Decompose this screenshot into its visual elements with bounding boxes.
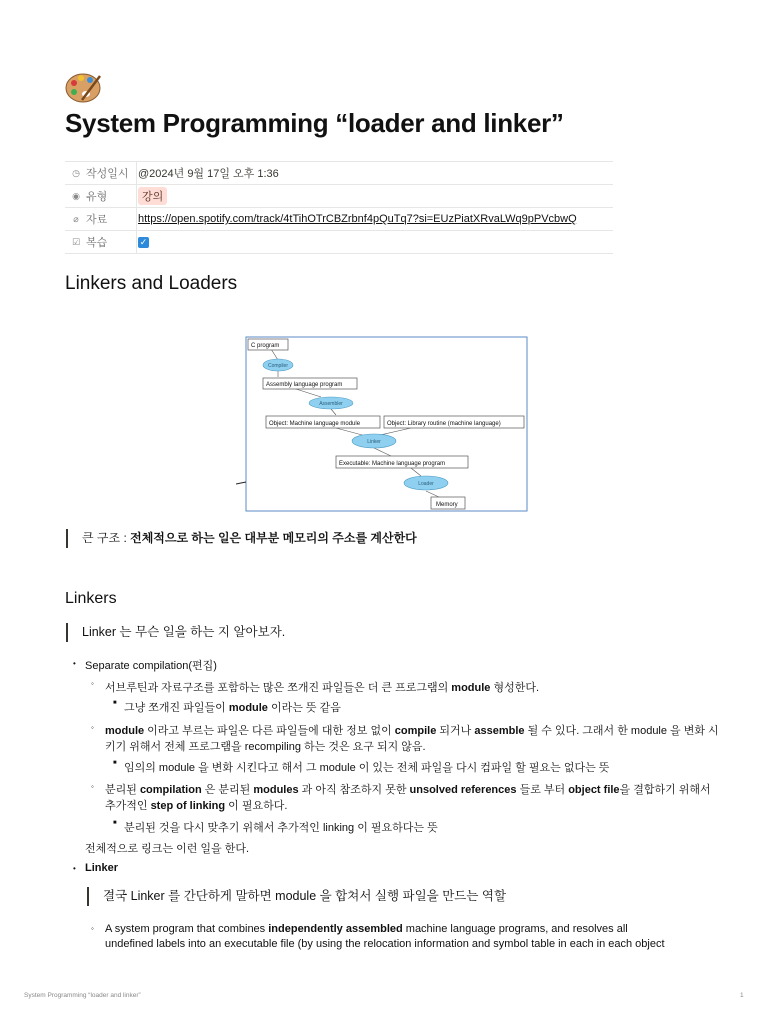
list-item <box>105 679 539 695</box>
text-bold: module <box>105 725 145 737</box>
diagram-node: Memory <box>436 502 458 508</box>
diagram-node: Loader <box>418 481 434 487</box>
property-created <box>65 162 613 185</box>
page-number: 1 <box>740 992 744 999</box>
quote-linker-question: Linker 는 무슨 일을 하는 지 알아보자. <box>66 623 285 642</box>
text: 형성한다. <box>490 682 540 694</box>
list-item <box>105 923 628 935</box>
text-bold: step of linking <box>150 800 226 812</box>
list-item: Separate compilation(편집) <box>85 660 217 672</box>
list-item <box>105 722 719 738</box>
diagram-node: Executable: Machine language program <box>339 461 446 467</box>
text-bold: compilation <box>139 784 202 796</box>
properties-table <box>65 161 613 254</box>
diagram-node: Object: Machine language module <box>269 421 361 427</box>
diagram-node: Compiler <box>267 363 289 369</box>
text: 과 아직 참조하지 못한 <box>298 784 410 796</box>
checkbox-icon: ☑ <box>71 236 81 247</box>
list-item <box>124 699 341 715</box>
text: 추가적인 <box>105 800 151 812</box>
text: 이 필요하다. <box>225 800 288 812</box>
text: 을 결합하기 위해서 <box>619 784 711 796</box>
property-type <box>65 185 613 208</box>
property-material <box>65 208 613 231</box>
bullet-circle: ◦ <box>91 782 94 791</box>
text: 이라는 뜻 같음 <box>267 702 341 714</box>
section-heading-linkers: Linkers <box>65 590 117 607</box>
text-bold: unsolved references <box>409 784 517 796</box>
summary-text: 전체적으로 링크는 이런 일을 한다. <box>85 843 250 855</box>
text: 서브루틴과 자료구조를 포함하는 많은 쪼개진 파일들은 더 큰 프로그램의 <box>105 682 452 694</box>
diagram-node: Assembler <box>319 401 343 407</box>
text: machine language programs, and resolves all <box>402 923 628 935</box>
list-item-continuation: undefined labels into an executable file (by using the relocation information and symbol table in each in each object <box>105 938 665 950</box>
list-item: 분리된 것을 다시 맞추기 위해서 추가적인 linking 이 필요하다는 뜻 <box>124 822 438 834</box>
text-bold: module <box>228 702 268 714</box>
review-checkbox[interactable]: ✓ <box>139 236 148 247</box>
list-item-continuation: 키기 위해서 전체 프로그램을 recompiling 하는 것은 요구 되지 않음. <box>105 741 426 753</box>
quote-label: 큰 구조 : <box>82 531 131 545</box>
list-item: 임의의 module 을 변화 시킨다고 해서 그 module 이 있는 전체 파일을 다시 컴파일 할 필요는 없다는 뜻 <box>124 762 610 774</box>
type-tag[interactable]: 강의 <box>138 187 167 205</box>
text: 이라고 부르는 파일은 다른 파일들에 대한 정보 없이 <box>144 725 395 737</box>
property-key: 자료 <box>86 214 108 226</box>
footer-title: System Programming “loader and linker” <box>24 992 141 999</box>
property-key: 유형 <box>86 191 108 203</box>
quote-linker-summary: 결국 Linker 를 간단하게 말하면 module 을 합쳐서 실행 파일을 만드는 역할 <box>87 887 506 906</box>
bullet-circle: ◦ <box>91 723 94 732</box>
list-item: Linker <box>85 862 119 874</box>
diagram-node: Assembly language program <box>266 382 343 388</box>
diagram-node: Linker <box>367 439 381 445</box>
text: 은 분리된 <box>201 784 254 796</box>
bullet-square: ■ <box>113 760 117 766</box>
text-bold: assemble <box>474 725 525 737</box>
material-link[interactable]: https://open.spotify.com/track/4tTihOTrCBZrbnf4pQuTq7?si=EUzPiatXRvaLWq9pPVcbwQ <box>138 213 577 225</box>
list-item-continuation <box>105 797 287 813</box>
paperclip-icon: ⌀ <box>73 213 79 224</box>
text: 그냥 쪼개진 파일들이 <box>124 702 229 714</box>
linker-loader-diagram <box>236 336 529 513</box>
bullet-circle: ◦ <box>91 679 94 688</box>
palette-icon <box>64 70 104 104</box>
bullet-square: ■ <box>113 820 117 826</box>
section-heading-linkers-loaders: Linkers and Loaders <box>65 273 238 294</box>
property-review <box>65 231 613 254</box>
list-item <box>105 781 711 797</box>
text-bold: compile <box>394 725 437 737</box>
property-key: 작성일시 <box>86 168 129 180</box>
quote-bold: 전체적으로 하는 일은 대부분 메모리의 주소를 계산한다 <box>130 531 417 545</box>
quote-structure <box>66 529 417 548</box>
property-key: 복습 <box>86 237 108 249</box>
bullet-disc: • <box>73 864 76 873</box>
bullet-circle: ◦ <box>91 924 94 933</box>
clock-icon: ◷ <box>72 167 80 178</box>
property-value-created: @2024년 9월 17일 오후 1:36 <box>138 168 279 180</box>
text-bold: independently assembled <box>268 923 403 935</box>
diagram-node: C program <box>251 343 280 349</box>
text: A system program that combines <box>105 923 269 935</box>
text: 분리된 <box>105 784 140 796</box>
text: 될 수 있다. 그래서 한 module 을 변화 시 <box>524 725 719 737</box>
bullet-disc: • <box>73 659 76 668</box>
text-bold: object file <box>568 784 620 796</box>
text: 되거나 <box>436 725 475 737</box>
bullet-square: ■ <box>113 700 117 706</box>
text-bold: module <box>451 682 491 694</box>
diagram-node: Object: Library routine (machine language) <box>387 421 501 427</box>
select-icon: ◉ <box>72 190 80 201</box>
text-bold: modules <box>253 784 299 796</box>
page-title: System Programming “loader and linker” <box>65 108 564 138</box>
text: 들로 부터 <box>516 784 569 796</box>
